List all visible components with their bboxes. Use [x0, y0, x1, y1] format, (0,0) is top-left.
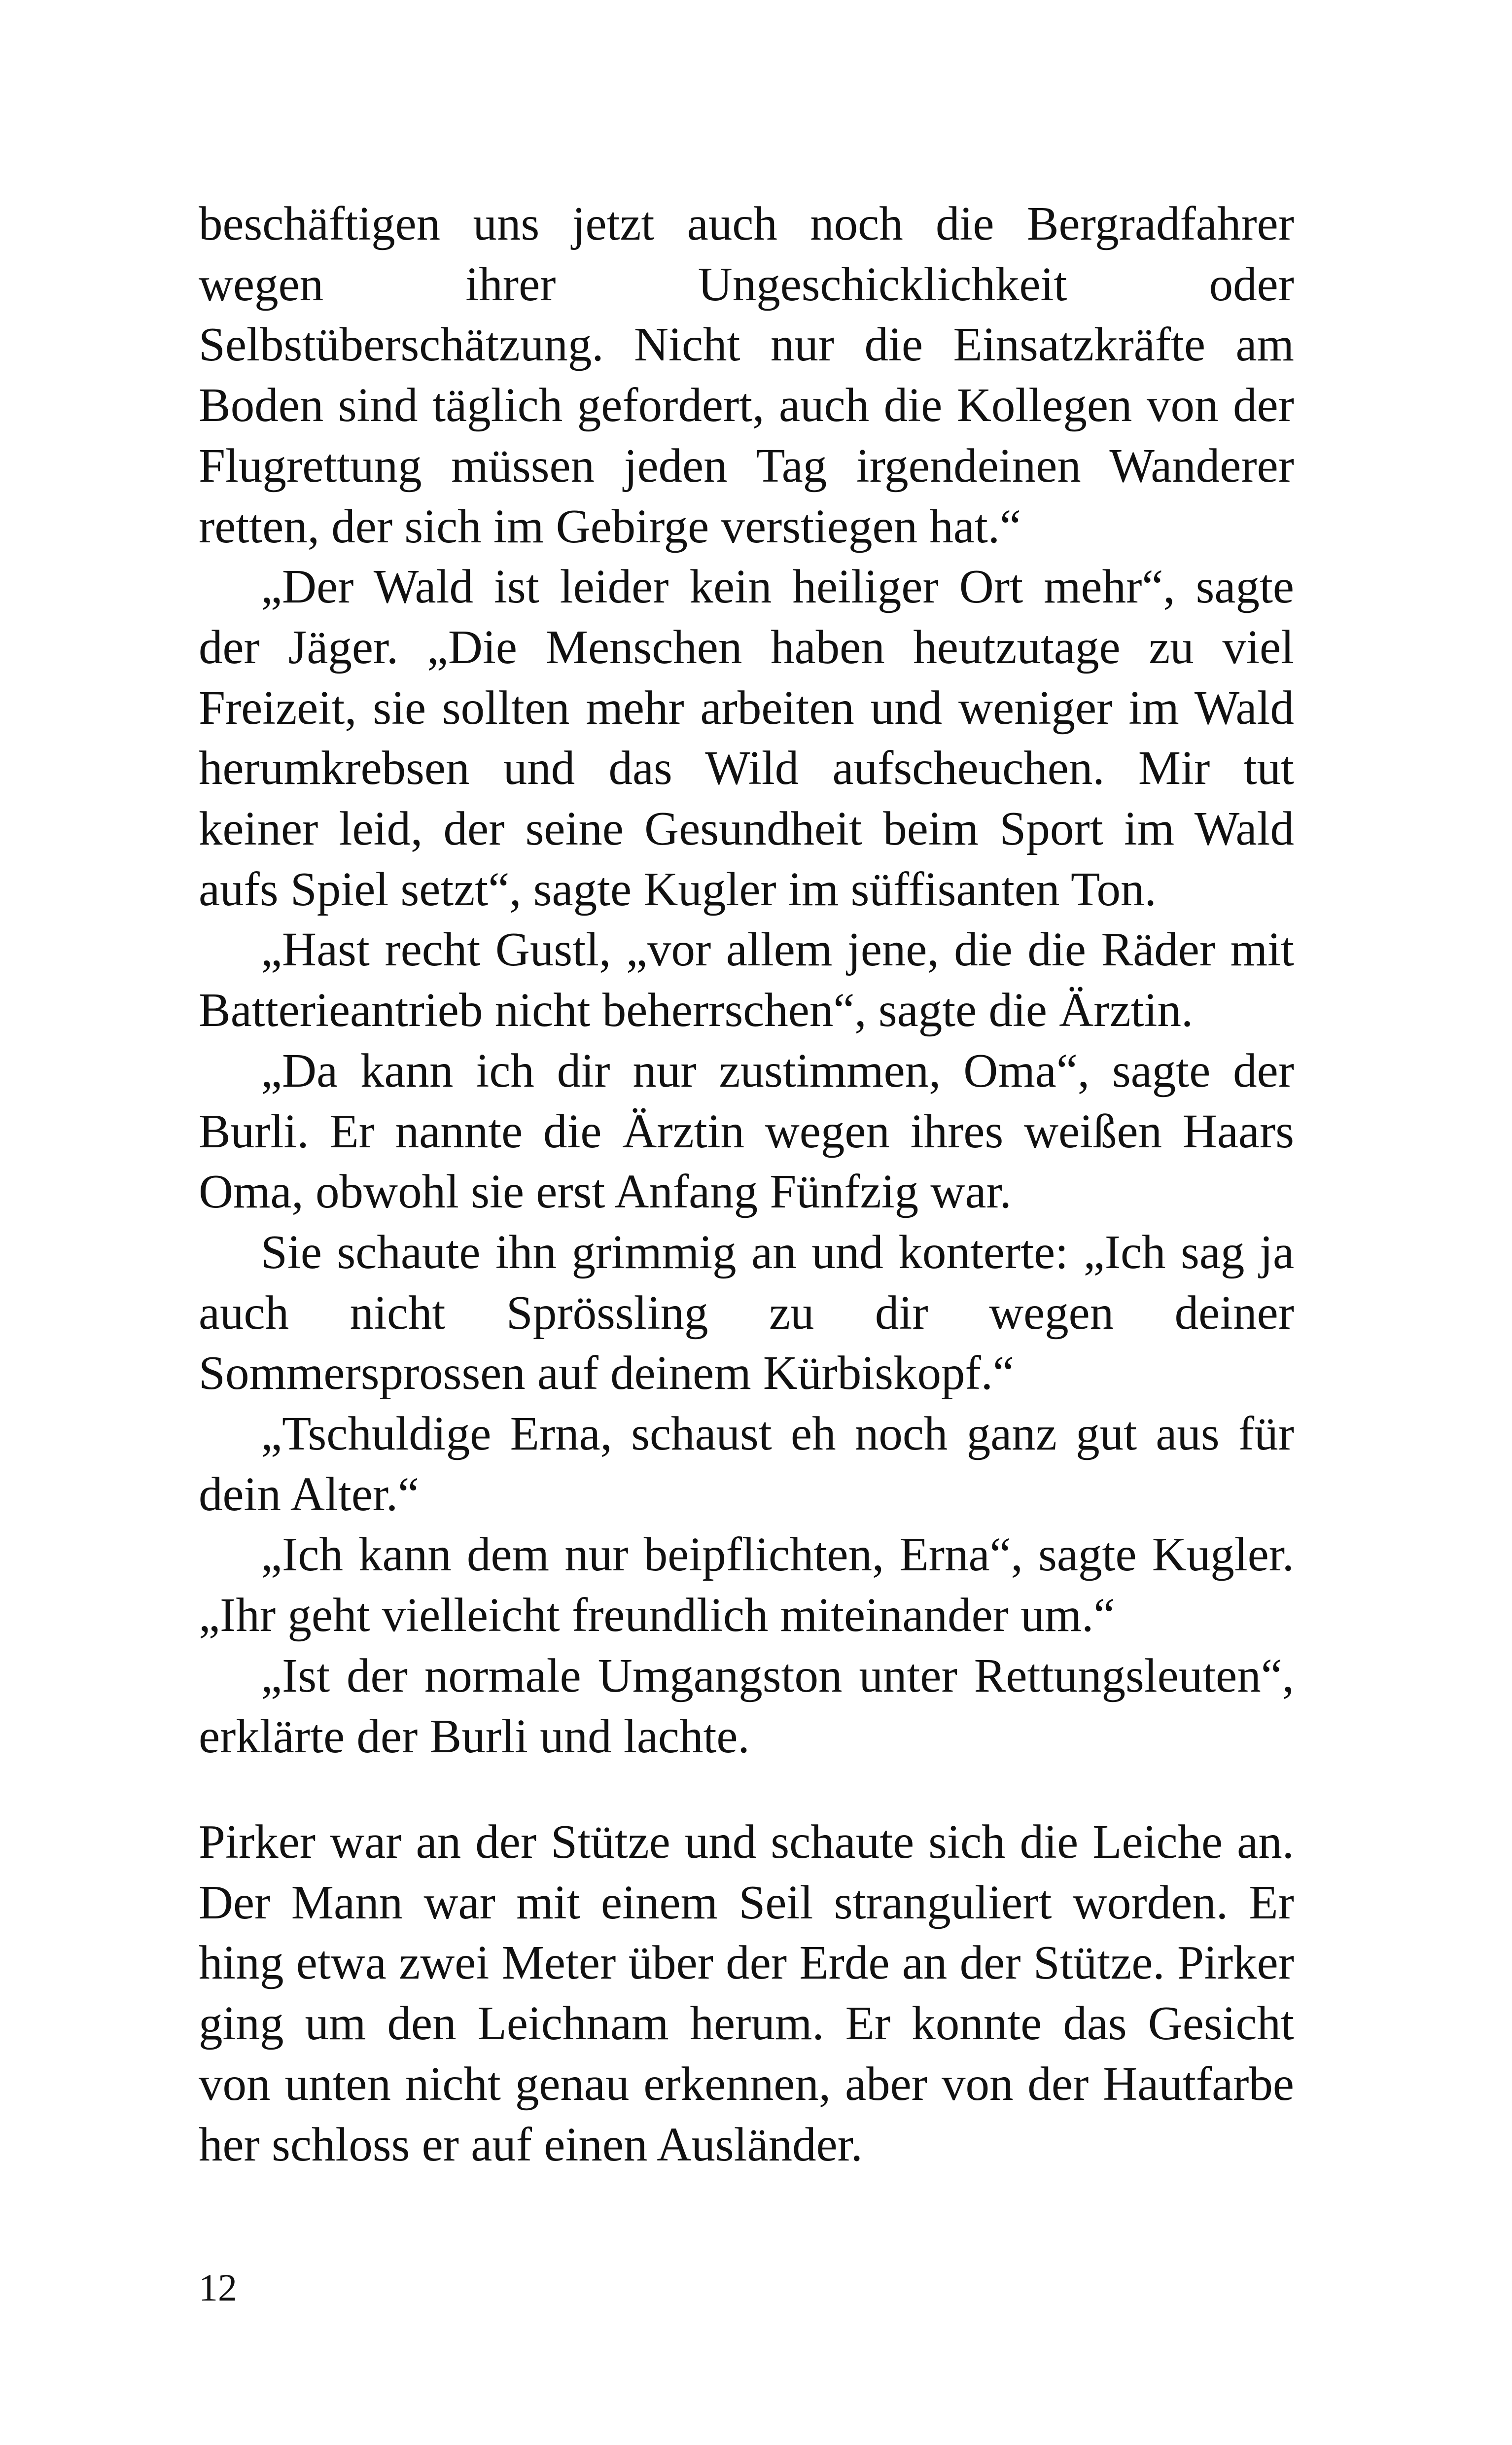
paragraph: Pirker war an der Stütze und schaute sich die Leiche an. Der Mann war mit einem Seil stranguliert worden. Er hing etwa zwei Meter über der Erde an der Stütze. Pirker ging um den Leichnam herum. Er konnte das Gesicht von unten nicht genau erkennen, aber von der Hautfarbe her schloss er auf einen Ausländer. [199, 1815, 1294, 2171]
paragraph: „Ich kann dem nur beipflichten, Erna“, sagte Kugler. „Ihr geht vielleicht freundlich miteinander um.“ [199, 1528, 1294, 1642]
paragraph: „Hast recht Gustl, „vor allem jene, die die Räder mit Batterieantrieb nicht beherrschen“, sagte die Ärztin. [199, 923, 1294, 1037]
text-section-1 [199, 194, 1294, 1767]
paragraph: „Ist der normale Umgangston unter Rettungsleuten“, erklärte der Burli und lachte. [199, 1649, 1294, 1763]
paragraph: „Tschuldige Erna, schaust eh noch ganz gut aus für dein Alter.“ [199, 1407, 1294, 1521]
paragraph: „Da kann ich dir nur zustimmen, Oma“, sagte der Burli. Er nannte die Ärztin wegen ihres weißen Haars Oma, obwohl sie erst Anfang Fünfzig war. [199, 1044, 1294, 1218]
paragraph: beschäftigen uns jetzt auch noch die Bergradfahrer wegen ihrer Ungeschicklichkeit oder Selbstüberschätzung. Nicht nur die Einsatzkräfte am Boden sind täglich gefordert, auch die Kollegen von der Flugrettung müssen jeden Tag irgendeinen Wanderer retten, der sich im Gebirge verstiegen hat.“ [199, 197, 1294, 553]
paragraph: „Der Wald ist leider kein heiliger Ort mehr“, sagte der Jäger. „Die Menschen haben heutzutage zu viel Freizeit, sie sollten mehr arbeiten und weniger im Wald herumkrebsen und das Wild aufscheuchen. Mir tut keiner leid, der seine Gesundheit beim Sport im Wald aufs Spiel setzt“, sagte Kugler im süffisanten Ton. [199, 560, 1294, 916]
text-section-2 [199, 1812, 1294, 2175]
paragraph: Sie schaute ihn grimmig an und konterte: „Ich sag ja auch nicht Sprössling zu dir wegen deiner Sommersprossen auf deinem Kürbiskopf.“ [199, 1225, 1294, 1400]
page-number: 12 [199, 2266, 237, 2309]
